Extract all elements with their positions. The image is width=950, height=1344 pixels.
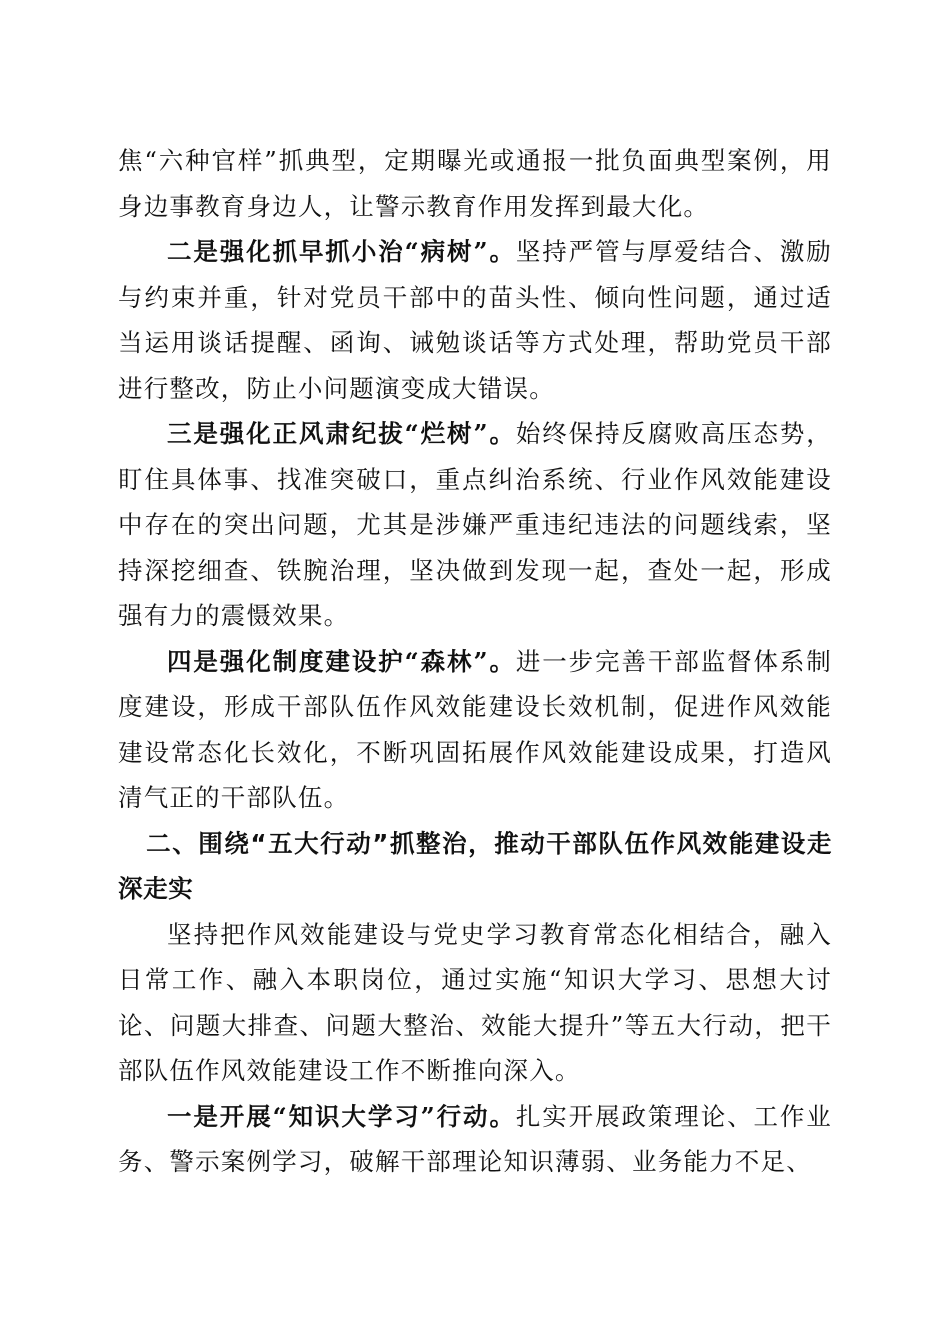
paragraph-lead: 一是开展“知识大学习”行动。 bbox=[167, 1101, 516, 1131]
section-heading: 二、围绕“五大行动”抓整治，推动干部队伍作风效能建设走深走实 bbox=[118, 828, 832, 903]
paragraph-body: 扎实开展政策理论、工作业务、警示案例学习，破解干部理论知识薄弱、业务能力不足、 bbox=[118, 1101, 833, 1176]
paragraph-item-3 bbox=[118, 411, 832, 639]
paragraph-action-1 bbox=[118, 1094, 832, 1185]
paragraph-item-4 bbox=[118, 639, 832, 821]
paragraph-lead: 二是强化抓早抓小治“病树”。 bbox=[167, 237, 516, 266]
paragraph-item-2 bbox=[118, 229, 832, 411]
document-body bbox=[118, 138, 832, 1185]
paragraph-body: 始终保持反腐败高压态势，盯住具体事、找准突破口，重点纠治系统、行业作风效能建设中存在的突出问题，尤其是涉嫌严重违纪违法的问题线索，坚持深挖细查、铁腕治理，坚决做到发现一起，查处一起，形成强有力的震慑效果。 bbox=[118, 419, 833, 630]
paragraph-lead: 四是强化制度建设护“森林”。 bbox=[167, 646, 516, 676]
paragraph-body: 进一步完善干部监督体系制度建设，形成干部队伍作风效能建设长效机制，促进作风效能建设常态化长效化，不断巩固拓展作风效能建设成果，打造风清气正的干部队伍。 bbox=[118, 646, 833, 812]
paragraph-lead: 三是强化正风肃纪拔“烂树”。 bbox=[167, 419, 516, 448]
section-intro-paragraph: 坚持把作风效能建设与党史学习教育常态化相结合，融入日常工作、融入本职岗位，通过实施“知识大学习、思想大讨论、问题大排查、问题大整治、效能大提升”等五大行动，把干部队伍作风效能建设工作不断推向深入。 bbox=[118, 919, 832, 1085]
continuation-paragraph: 焦“六种官样”抓典型，定期曝光或通报一批负面典型案例，用身边事教育身边人，让警示教育作用发挥到最大化。 bbox=[118, 146, 832, 221]
paragraph-body: 坚持严管与厚爱结合、激励与约束并重，针对党员干部中的苗头性、倾向性问题，通过适当运用谈话提醒、函询、诫勉谈话等方式处理，帮助党员干部进行整改，防止小问题演变成大错误。 bbox=[118, 237, 833, 403]
